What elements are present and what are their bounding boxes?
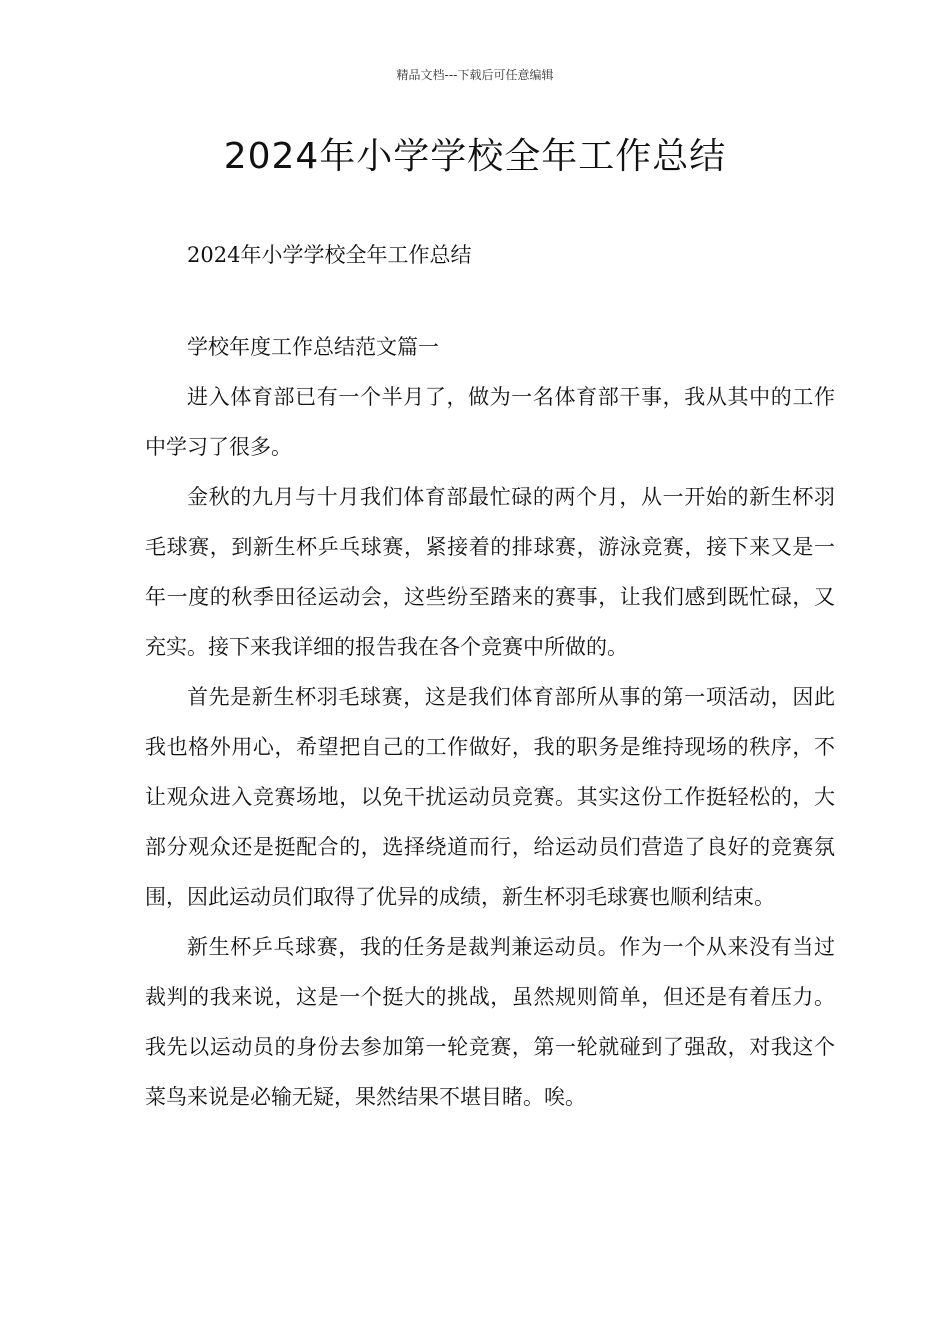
document-title: 2024年小学学校全年工作总结: [223, 136, 727, 177]
paragraph: 首先是新生杯羽毛球赛，这是我们体育部所从事的第一项活动，因此我也格外用心，希望把自己的工作做好，我的职务是维持现场的秩序，不让观众进入竞赛场地，以免干扰运动员竞赛。其实这份工作挺轻松的，大部分观众还是挺配合的，选择绕道而行，给运动员们营造了良好的竞赛氛围，因此运动员们取得了优异的成绩，新生杯羽毛球赛也顺利结束。: [145, 685, 835, 909]
document-body: [145, 230, 835, 1122]
paragraph: 金秋的九月与十月我们体育部最忙碌的两个月，从一开始的新生杯羽毛球赛，到新生杯乒乓球赛，紧接着的排球赛，游泳竞赛，接下来又是一年一度的秋季田径运动会，这些纷至踏来的赛事，让我们感到既忙碌，又充实。接下来我详细的报告我在各个竞赛中所做的。: [145, 485, 835, 659]
header-note: 精品文档---下载后可任意编辑: [396, 68, 554, 82]
section-heading: 学校年度工作总结范文篇一: [187, 335, 439, 359]
document-subtitle: 2024年小学学校全年工作总结: [187, 243, 472, 267]
paragraph: 进入体育部已有一个半月了，做为一名体育部干事，我从其中的工作中学习了很多。: [145, 385, 835, 459]
paragraph: 新生杯乒乓球赛，我的任务是裁判兼运动员。作为一个从来没有当过裁判的我来说，这是一个挺大的挑战，虽然规则简单，但还是有着压力。我先以运动员的身份去参加第一轮竞赛，第一轮就碰到了强敌，对我这个菜鸟来说是必输无疑，果然结果不堪目睹。唉。: [145, 935, 835, 1109]
